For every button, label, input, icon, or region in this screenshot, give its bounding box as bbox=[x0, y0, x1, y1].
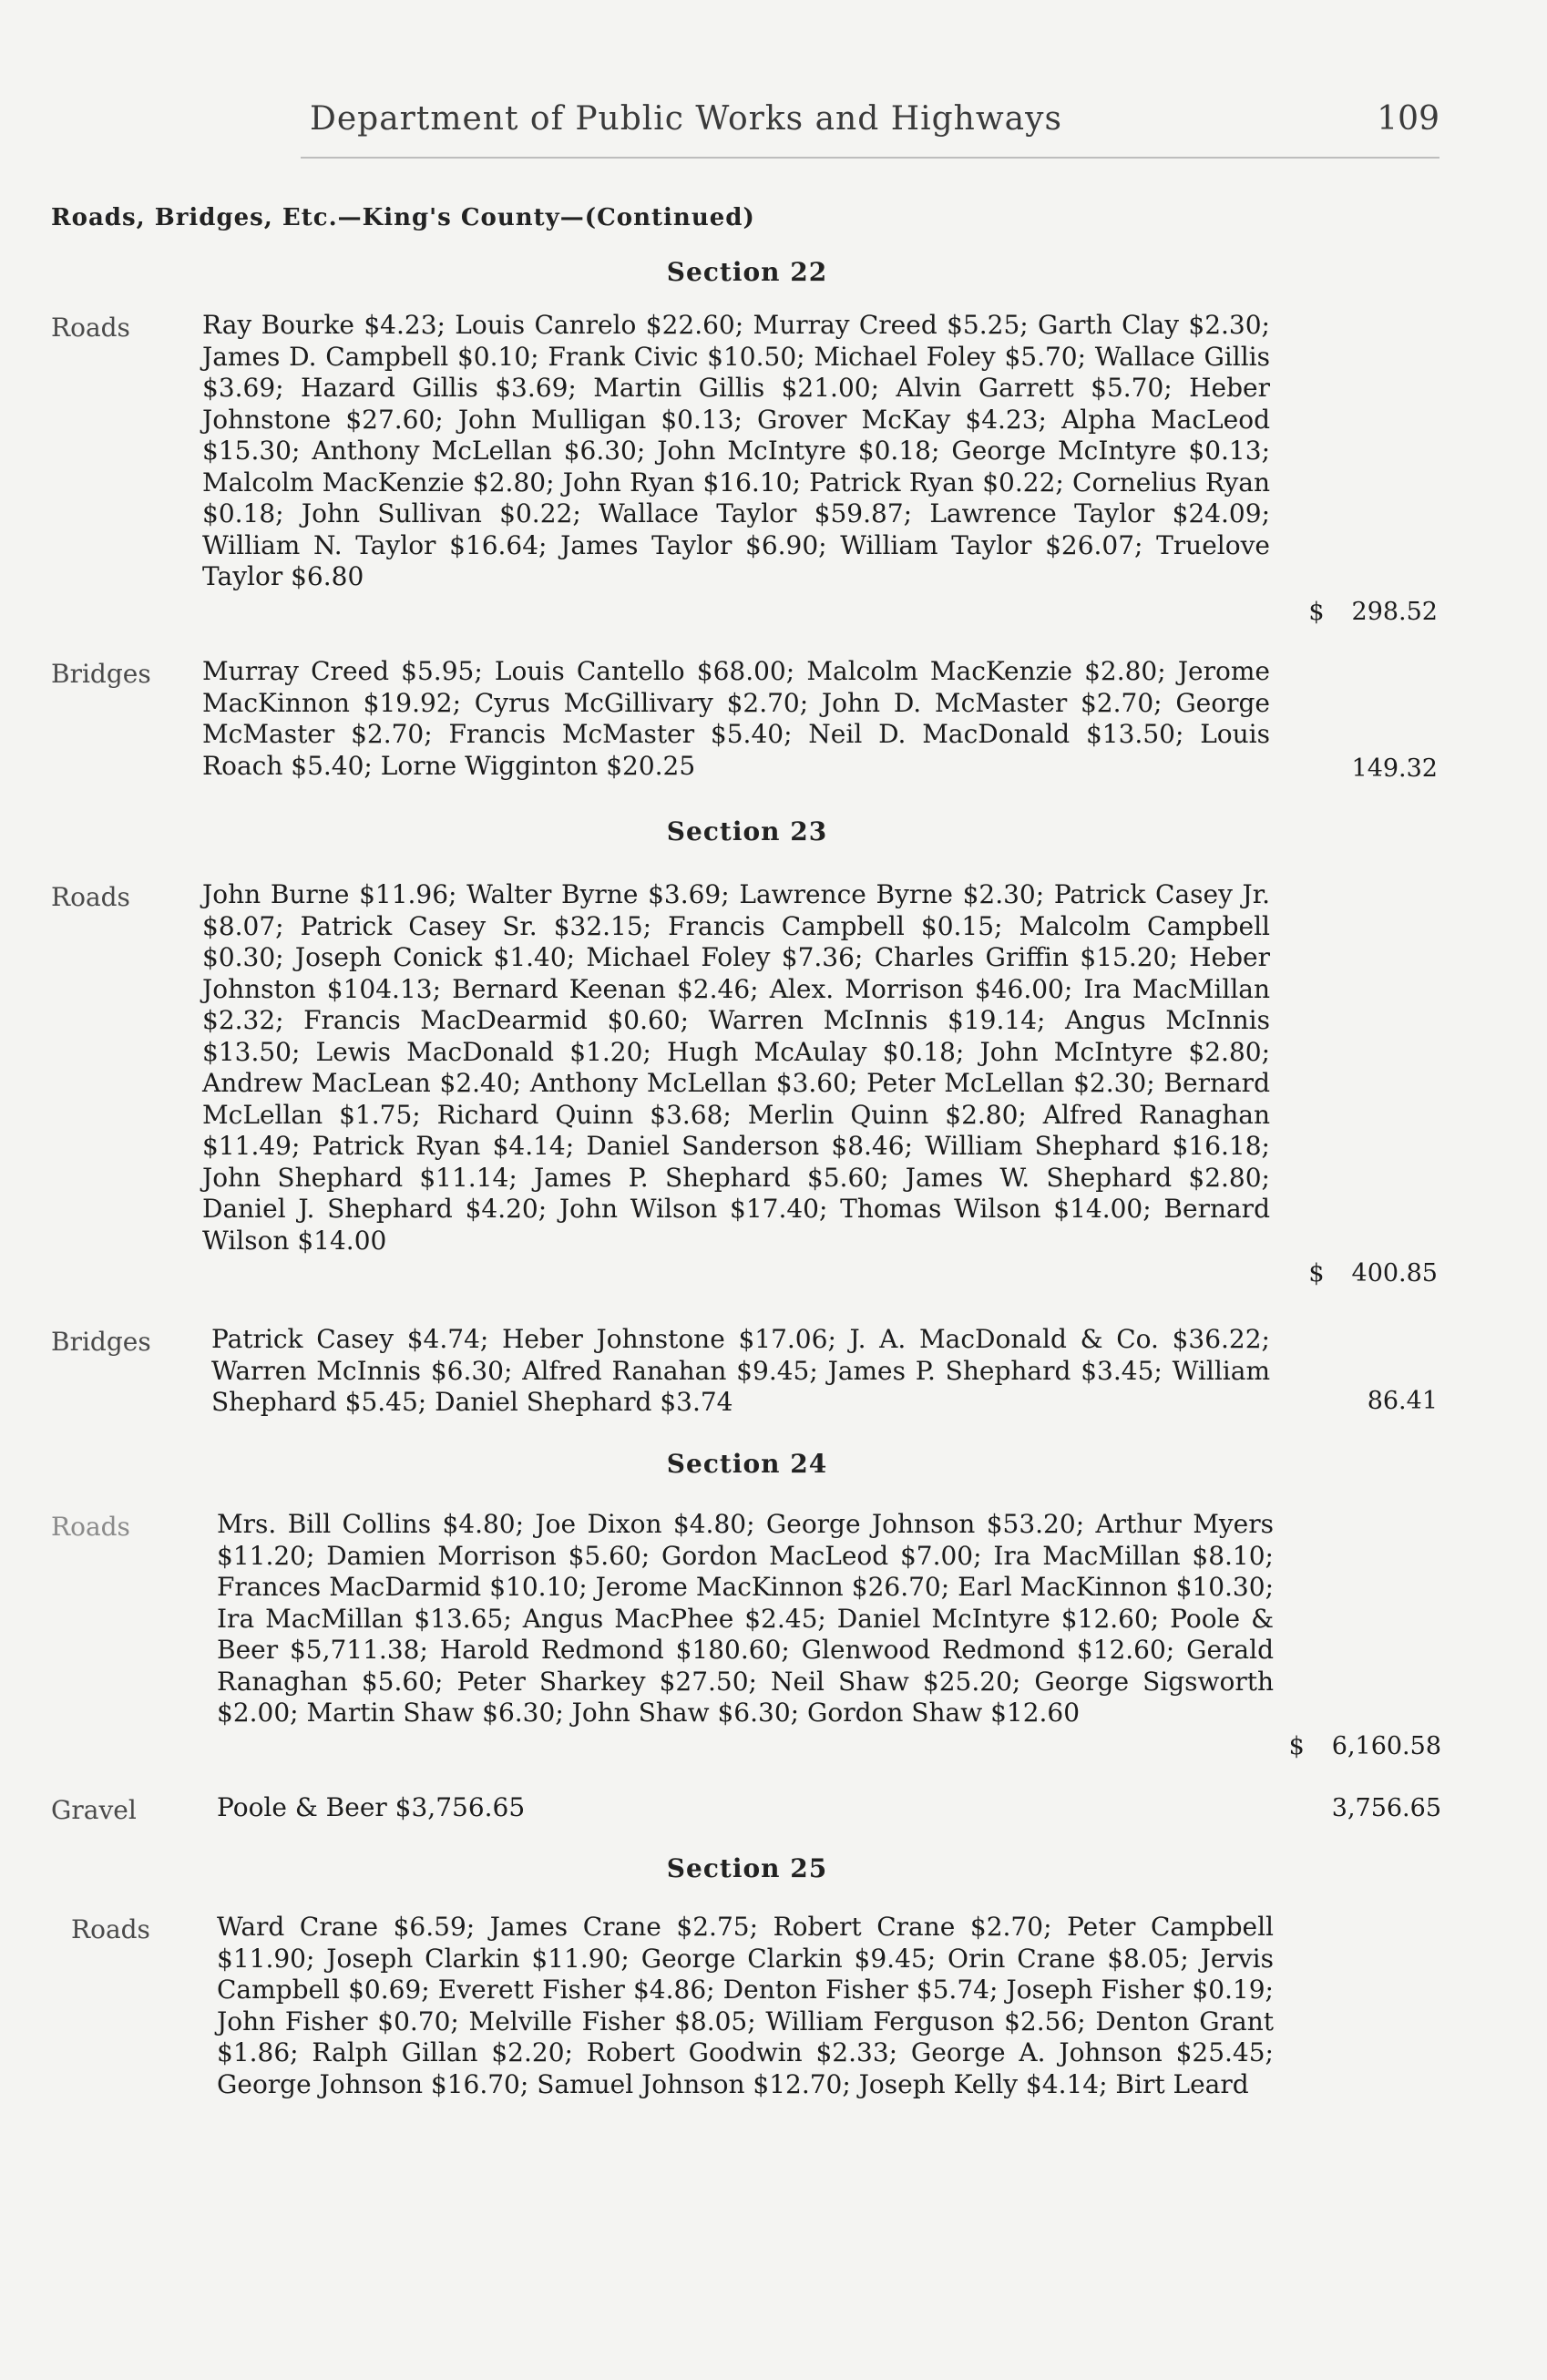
entry-text: John Burne $11.96; Walter Byrne $3.69; Lawrence Byrne $2.30; Patrick Casey Jr. $8.07; Patrick Casey Sr. $32.15; Francis Campbell $0.15; Malcolm Campbell $0.30; Joseph Conick $1.40; Michael Foley $7.36; Charles Griffin $15.20; Heber Johnston $104.13; Bernard Keenan $2.46; Alex. Morrison $46.00; Ira MacMillan $2.32; Francis MacDearmid $0.60; Warren McInnis $19.14; Angus McInnis $13.50; Lewis MacDonald $1.20; Hugh McAulay $0.18; John McIntyre $2.80; Andrew MacLean $2.40; Anthony McLellan $3.60; Peter McLellan $2.30; Bernard McLellan $1.75; Richard Quinn $3.68; Merlin Quinn $2.80; Alfred Ranaghan $11.49; Patrick Ryan $4.14; Daniel Sanderson $8.46; William Shephard $16.18; John Shephard $11.14; James P. Shephard $5.60; James W. Shephard $2.80; Daniel J. Shephard $4.20; John Wilson $17.40; Thomas Wilson $14.00; Bernard Wilson $14.00 bbox=[202, 879, 1270, 1256]
total-amount: 400.85 bbox=[1351, 1259, 1438, 1287]
entry-category: Bridges bbox=[51, 1327, 151, 1357]
section-heading: Section 25 bbox=[666, 1853, 828, 1883]
total-amount: 6,160.58 bbox=[1331, 1732, 1441, 1760]
section-heading: Section 24 bbox=[666, 1449, 828, 1479]
total-amount: 3,756.65 bbox=[1331, 1794, 1441, 1822]
dollar-sign: $ bbox=[1308, 598, 1325, 626]
page-header bbox=[0, 100, 1547, 146]
entry-text: Patrick Casey $4.74; Heber Johnstone $17.06; J. A. MacDonald & Co. $36.22; Warren McInnis $6.30; Alfred Ranahan $9.45; James P. Shephard $3.45; William Shephard $5.45; Daniel Shephard $3.74 bbox=[211, 1324, 1270, 1417]
entry-category: Roads bbox=[51, 882, 130, 912]
page-number: 109 bbox=[1377, 100, 1439, 138]
entry-total bbox=[1308, 598, 1438, 626]
dollar-sign: $ bbox=[1308, 1259, 1325, 1287]
entry-total bbox=[1305, 1794, 1441, 1822]
page-title: Department of Public Works and Highways bbox=[310, 100, 1062, 138]
entry-total bbox=[1340, 1387, 1438, 1415]
entry-total bbox=[1325, 754, 1438, 783]
section-heading: Section 22 bbox=[666, 257, 828, 287]
entry-text: Murray Creed $5.95; Louis Cantello $68.00; Malcolm MacKenzie $2.80; Jerome MacKinnon $19.92; Cyrus McGillivary $2.70; John D. McMaster $2.70; George McMaster $2.70; Francis McMaster $5.40; Neil D. MacDonald $13.50; Louis Roach $5.40; Lorne Wigginton $20.25 bbox=[202, 656, 1270, 781]
entry-text: Ward Crane $6.59; James Crane $2.75; Robert Crane $2.70; Peter Campbell $11.90; Joseph Clarkin $11.90; George Clarkin $9.45; Orin Crane $8.05; Jervis Campbell $0.69; Everett Fisher $4.86; Denton Fisher $5.74; Joseph Fisher $0.19; John Fisher $0.70; Melville Fisher $8.05; William Ferguson $2.56; Denton Grant $1.86; Ralph Gillan $2.20; Robert Goodwin $2.33; George A. Johnson $25.45; George Johnson $16.70; Samuel Johnson $12.70; Joseph Kelly $4.14; Birt Leard bbox=[217, 1912, 1274, 2099]
entry-category: Roads bbox=[51, 313, 130, 343]
entry-category: Roads bbox=[71, 1914, 150, 1944]
total-amount: 149.32 bbox=[1351, 754, 1438, 783]
total-amount: 86.41 bbox=[1367, 1387, 1438, 1415]
entry-text: Ray Bourke $4.23; Louis Canrelo $22.60; Murray Creed $5.25; Garth Clay $2.30; James D. Campbell $0.10; Frank Civic $10.50; Michael Foley $5.70; Wallace Gillis $3.69; Hazard Gillis $3.69; Martin Gillis $21.00; Alvin Garrett $5.70; Heber Johnstone $27.60; John Mulligan $0.13; Grover McKay $4.23; Alpha MacLeod $15.30; Anthony McLellan $6.30; John McIntyre $0.18; George McIntyre $0.13; Malcolm MacKenzie $2.80; John Ryan $16.10; Patrick Ryan $0.22; Cornelius Ryan $0.18; John Sullivan $0.22; Wallace Taylor $59.87; Lawrence Taylor $24.09; William N. Taylor $16.64; James Taylor $6.90; William Taylor $26.07; Truelove Taylor $6.80 bbox=[202, 310, 1270, 591]
entry-total bbox=[1289, 1732, 1441, 1760]
entry-category: Roads bbox=[51, 1512, 130, 1542]
running-head: Roads, Bridges, Etc.—King's County—(Continued) bbox=[51, 204, 755, 231]
entry-total bbox=[1308, 1259, 1438, 1287]
section-heading: Section 23 bbox=[666, 816, 828, 846]
total-amount: 298.52 bbox=[1351, 598, 1438, 626]
entry-category: Bridges bbox=[51, 659, 151, 689]
dollar-sign: $ bbox=[1288, 1732, 1305, 1760]
header-rule bbox=[301, 157, 1439, 159]
entry-text: Poole & Beer $3,756.65 bbox=[217, 1792, 526, 1822]
entry-text: Mrs. Bill Collins $4.80; Joe Dixon $4.80; George Johnson $53.20; Arthur Myers $11.20; Damien Morrison $5.60; Gordon MacLeod $7.00; Ira MacMillan $8.10; Frances MacDarmid $10.10; Jerome MacKinnon $26.70; Earl MacKinnon $10.30; Ira MacMillan $13.65; Angus MacPhee $2.45; Daniel McIntyre $12.60; Poole & Beer $5,711.38; Harold Redmond $180.60; Glenwood Redmond $12.60; Gerald Ranaghan $5.60; Peter Sharkey $27.50; Neil Shaw $25.20; George Sigsworth $2.00; Martin Shaw $6.30; John Shaw $6.30; Gordon Shaw $12.60 bbox=[217, 1509, 1274, 1728]
entry-category: Gravel bbox=[51, 1795, 137, 1825]
